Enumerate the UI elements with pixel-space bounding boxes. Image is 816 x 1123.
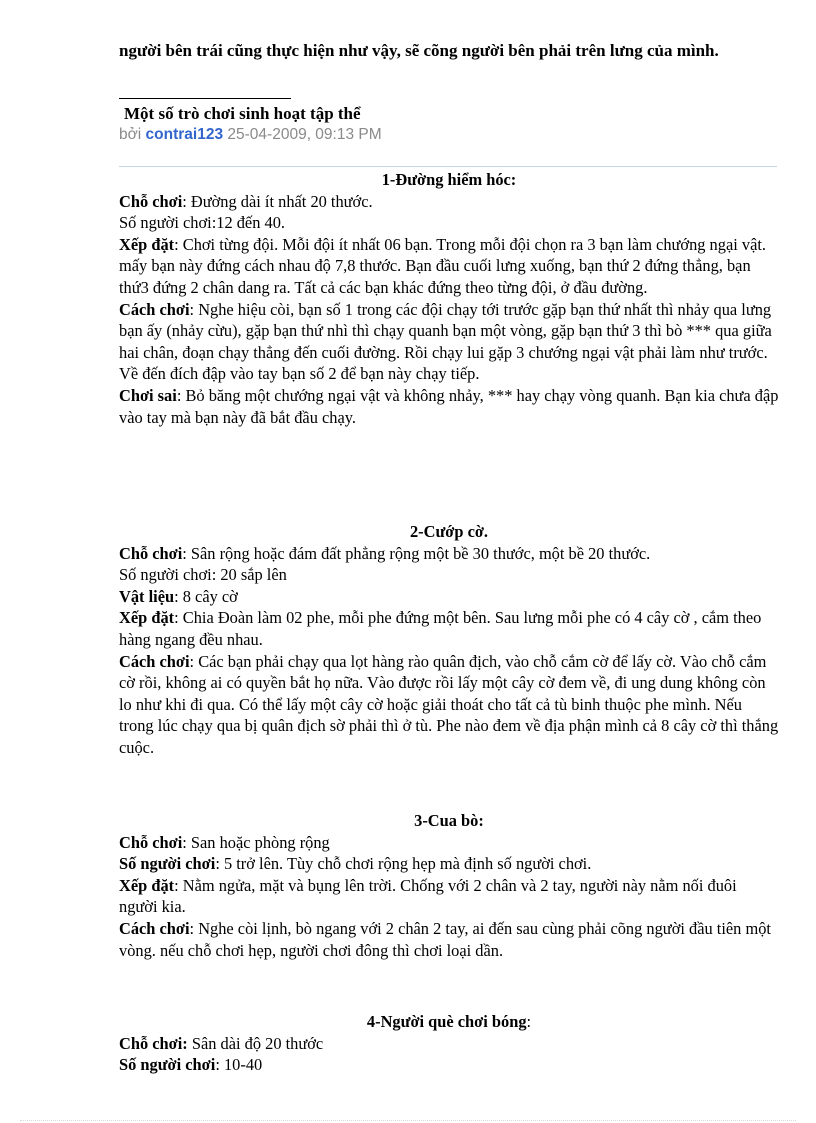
game-title: 1-Đường hiểm hóc:	[381, 170, 517, 189]
post-timestamp: 25-04-2009, 09:13 PM	[227, 126, 382, 143]
line-label: Cách chơi	[119, 651, 190, 671]
line-label: Chơi sai	[119, 385, 177, 405]
post-divider	[119, 166, 777, 167]
game-line	[119, 212, 779, 234]
author-link[interactable]: contrai123	[145, 126, 224, 143]
line-text: : Nghe hiệu còi, bạn số 1 trong các đội chạy tới trước gặp bạn thứ nhất thì nhảy qua lưng bạn ấy (nhảy cừu), gặp bạn thứ nhì thì chạy quanh bạn một vòng, gặp bạn thứ 3 thì bò *** qua giữa hai chân, đoạn chạy thẳng đến cuối đường. Rồi chạy lui gặp 3 chướng ngại vật phải làm như trước. Về đến đích đập vào tay bạn số 2 để bạn này chạy tiếp.	[119, 299, 772, 384]
game-line	[119, 832, 779, 854]
game-line	[119, 299, 779, 385]
game-line	[119, 918, 779, 961]
game-line	[119, 586, 779, 608]
line-label: Xếp đặt	[119, 875, 175, 895]
line-text: : San hoặc phòng rộng	[182, 832, 330, 852]
line-label: Xếp đặt	[119, 608, 175, 628]
line-label: Chỗ chơi:	[119, 1033, 188, 1053]
game-section-2	[119, 521, 779, 759]
game-line	[119, 1033, 779, 1055]
game-line	[119, 385, 779, 428]
page-bottom-rule	[20, 1120, 796, 1121]
line-text: Sân dài độ 20 thước	[187, 1033, 324, 1053]
game-line	[119, 564, 779, 586]
game-line	[119, 607, 779, 650]
game-title-text: 4-Người què chơi bóng	[366, 1012, 527, 1031]
line-text: : Đường dài ít nhất 20 thước.	[182, 191, 373, 211]
line-label: Cách chơi	[119, 918, 190, 938]
line-text: Số người chơi:12 đến 40.	[119, 213, 285, 233]
line-label: Số người chơi	[119, 854, 216, 874]
line-label: Chỗ chơi	[119, 832, 183, 852]
signature-rule	[119, 98, 291, 99]
line-text: : Chia Đoàn làm 02 phe, mỗi phe đứng một bên. Sau lưng mỗi phe có 4 cây cờ , cắm theo hàng ngang đều nhau.	[119, 608, 762, 649]
line-text: : Chơi từng đội. Mỗi đội ít nhất 06 bạn. Trong mỗi đội chọn ra 3 bạn làm chướng ngại vật. mấy bạn này đứng cách nhau độ 7,8 thước. Bạn đầu cuối lưng xuống, bạn thứ 2 đứng thẳng, bạn thứ3 đứng 2 chân dang ra. Tất cả các bạn khác đứng theo từng đội, ở đầu đường.	[119, 234, 766, 297]
line-text: : 5 trở lên. Tùy chỗ chơi rộng hẹp mà định số người chơi.	[215, 854, 592, 874]
line-label: Xếp đặt	[119, 234, 175, 254]
game-section-1	[119, 169, 779, 428]
game-title-tail: :	[526, 1012, 532, 1031]
game-section-3	[119, 810, 779, 961]
game-title: 3-Cua bò:	[414, 811, 484, 830]
line-text: : Bỏ băng một chướng ngại vật và không nhảy, *** hay chạy vòng quanh. Bạn kia chưa đập vào tay mà bạn này đã bắt đầu chạy.	[119, 385, 779, 427]
game-line	[119, 875, 779, 918]
line-text: Số người chơi: 20 sắp lên	[119, 565, 287, 585]
line-text: : Sân rộng hoặc đám đất phẳng rộng một bề 30 thước, một bề 20 thước.	[182, 543, 651, 563]
line-label: Vật liệu	[119, 586, 175, 606]
line-text: : Nghe còi lịnh, bò ngang với 2 chân 2 tay, ai đến sau cùng phải cõng người đầu tiên một vòng. nếu chỗ chơi hẹp, người chơi đông thì chơi loại dần.	[119, 918, 771, 960]
game-line	[119, 651, 779, 759]
line-text: : Các bạn phải chạy qua lọt hàng rào quân địch, vào chỗ cắm cờ để lấy cờ. Vào chỗ cắm cờ rồi, không ai có quyền bắt họ nữa. Vào được rồi lấy một cây cờ đem về, đi ung dung không còn lo như khi đi qua. Có thể lấy một cây cờ hoặc giải thoát cho tất cả tù binh thuộc phe mình. Nếu trong lúc chạy qua bị quân địch sờ phải thì ở tù. Phe nào đem về địa phận mình cả 8 cây cờ thì thắng cuộc.	[119, 651, 779, 757]
game-section-4	[119, 1011, 779, 1076]
line-text: : 10-40	[215, 1055, 263, 1075]
game-line	[119, 234, 779, 299]
game-line	[119, 543, 779, 565]
intro-paragraph: người bên trái cũng thực hiện như vậy, sẽ cõng người bên phải trên lưng của mình.	[119, 41, 719, 60]
line-text: : 8 cây cờ	[174, 586, 238, 606]
game-line	[119, 191, 779, 213]
post-byline	[119, 126, 382, 144]
line-label: Chỗ chơi	[119, 191, 183, 211]
game-line	[119, 853, 779, 875]
line-label: Số người chơi	[119, 1055, 216, 1075]
byline-prefix: bởi	[119, 126, 142, 143]
line-text: : Nằm ngửa, mặt và bụng lên trời. Chống với 2 chân và 2 tay, người này nằm nối đuôi người kia.	[119, 875, 737, 917]
game-title	[119, 1011, 779, 1033]
line-label: Chỗ chơi	[119, 543, 183, 563]
post-title: Một số trò chơi sinh hoạt tập thể	[124, 104, 361, 123]
game-line	[119, 1054, 779, 1076]
line-label: Cách chơi	[119, 299, 190, 319]
game-title: 2-Cướp cờ.	[409, 522, 489, 541]
